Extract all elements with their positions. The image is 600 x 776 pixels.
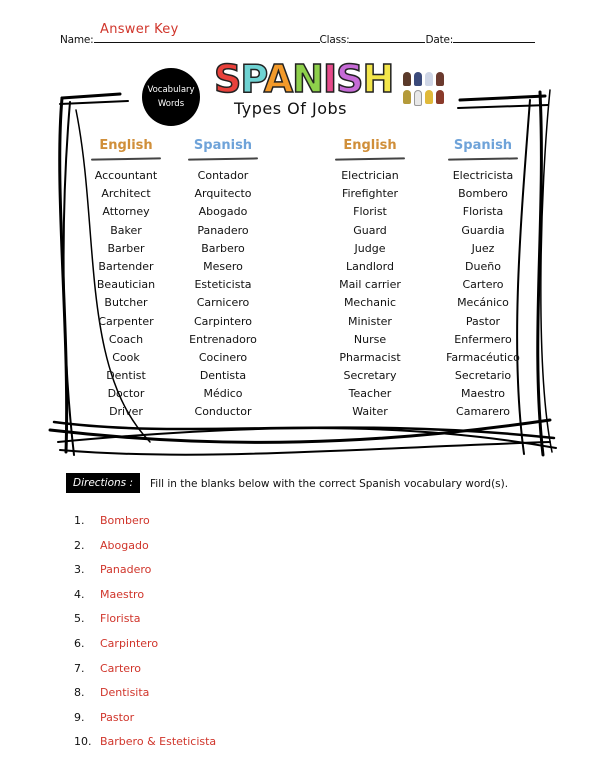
- left-english-column: [84, 138, 168, 422]
- vocab-cell: Judge: [354, 241, 386, 255]
- vocab-cell: Architect: [101, 187, 151, 201]
- vocab-cell: Florista: [462, 205, 504, 219]
- title-letter: A: [263, 57, 293, 101]
- vocab-cell: Cartero: [462, 278, 504, 292]
- vocab-cell: Minister: [348, 314, 392, 328]
- vocab-cell: Guardia: [461, 223, 505, 237]
- answer-item: [74, 588, 216, 613]
- vocab-cell: Arquitecto: [194, 187, 252, 201]
- vocab-cell: Conductor: [194, 405, 252, 419]
- vocab-cell: Beautician: [96, 278, 156, 292]
- vocab-cell: Landlord: [346, 259, 394, 273]
- vocab-cell: Mecánico: [457, 296, 509, 310]
- vocab-cell: Doctor: [107, 387, 145, 401]
- vocab-cell: Bartender: [98, 259, 154, 273]
- vocab-cell: Dentista: [199, 369, 247, 383]
- answer-item: [74, 735, 216, 760]
- vocab-cell: Mail carrier: [339, 278, 401, 292]
- vocab-cell: Carpenter: [98, 314, 154, 328]
- vocab-cell: Accountant: [94, 169, 158, 182]
- badge-line-1: Vocabulary: [147, 85, 195, 95]
- answer-number: 7.: [74, 661, 85, 675]
- vocab-cell: Attorney: [102, 205, 150, 219]
- vocab-cell: Panadero: [197, 223, 249, 237]
- answer-value: Abogado: [100, 538, 149, 552]
- job-people-icon: [403, 72, 443, 106]
- answer-item: [74, 563, 216, 588]
- title-letter: S: [214, 57, 241, 101]
- answer-number: 5.: [74, 612, 85, 626]
- vocab-cell: Secretary: [343, 369, 397, 383]
- vocab-cell: Enfermero: [454, 332, 512, 346]
- vocab-cell: Nurse: [353, 332, 387, 346]
- vocab-cell: Driver: [109, 405, 143, 419]
- vocab-cell: Guard: [353, 223, 387, 237]
- answer-item: [74, 662, 216, 687]
- answer-number: 6.: [74, 636, 85, 650]
- vocab-cell: Secretario: [454, 369, 512, 383]
- answer-item: [74, 612, 216, 637]
- date-label: Date:: [425, 34, 454, 46]
- spanish-heading: Spanish: [193, 138, 253, 153]
- vocab-cell: Maestro: [460, 387, 506, 401]
- vocab-cell: Florist: [353, 205, 387, 219]
- answer-value: Pastor: [100, 710, 135, 724]
- english-heading: English: [99, 138, 153, 153]
- vocab-cell: Pastor: [465, 314, 501, 328]
- right-english-column: [326, 138, 414, 422]
- vocab-cell: Mechanic: [343, 296, 397, 310]
- heading-underline: [448, 157, 518, 160]
- title-letter: S: [336, 57, 363, 101]
- answer-number: 1.: [74, 514, 85, 527]
- left-spanish-column: [178, 138, 268, 422]
- answer-value: Bombero: [100, 514, 150, 527]
- answer-key-label: Answer Key: [100, 22, 179, 37]
- title-letter: N: [292, 57, 323, 101]
- vocab-cell: Dentist: [106, 369, 146, 383]
- vocabulary-words-badge: [142, 68, 200, 126]
- vocab-cell: Teacher: [348, 387, 392, 401]
- vocab-cell: Waiter: [352, 405, 388, 419]
- directions-text: Fill in the blanks below with the correct Spanish vocabulary word(s).: [150, 478, 509, 490]
- vocab-cell: Cocinero: [198, 350, 248, 364]
- answer-value: Dentisita: [100, 686, 150, 700]
- answer-value: Florista: [100, 612, 141, 626]
- class-field[interactable]: [349, 34, 425, 43]
- right-spanish-column: [436, 138, 530, 422]
- spanish-heading: Spanish: [453, 138, 513, 153]
- vocab-cell: Esteticista: [194, 278, 252, 292]
- vocab-cell: Juez: [471, 241, 495, 255]
- answer-item: [74, 686, 216, 711]
- vocab-cell: Abogado: [198, 205, 248, 219]
- vocab-cell: Electrician: [341, 169, 399, 182]
- student-info-line: [60, 34, 535, 46]
- directions-label: Directions :: [66, 473, 140, 493]
- class-label: Class:: [319, 34, 350, 46]
- subtitle: Types Of Jobs: [234, 99, 347, 118]
- answer-number: 10.: [74, 735, 92, 749]
- name-field[interactable]: [94, 34, 320, 43]
- english-heading: English: [343, 138, 397, 153]
- vocab-cell: Bombero: [458, 187, 508, 201]
- title-letter: P: [240, 57, 264, 101]
- answer-value: Carpintero: [100, 636, 159, 650]
- answer-number: 4.: [74, 587, 85, 601]
- answer-item: [74, 514, 216, 539]
- heading-underline: [335, 157, 405, 160]
- answer-item: [74, 539, 216, 564]
- name-label: Name:: [60, 34, 94, 46]
- answer-number: 2.: [74, 538, 85, 552]
- vocab-cell: Médico: [203, 387, 243, 401]
- answer-value: Panadero: [100, 563, 152, 577]
- title-spanish: [214, 58, 393, 100]
- answer-value: Cartero: [100, 661, 142, 675]
- vocab-cell: Carpintero: [193, 314, 253, 328]
- answer-list: [74, 514, 216, 760]
- answer-number: 3.: [74, 563, 85, 577]
- vocab-cell: Pharmacist: [339, 350, 401, 364]
- heading-underline: [188, 157, 258, 160]
- vocab-cell: Coach: [108, 332, 144, 346]
- heading-underline: [91, 157, 161, 160]
- answer-item: [74, 637, 216, 662]
- vocab-cell: Cook: [112, 350, 140, 364]
- vocab-cell: Farmacéutico: [446, 350, 520, 364]
- answer-number: 8.: [74, 686, 85, 700]
- vocab-cell: Camarero: [456, 405, 510, 419]
- vocab-cell: Barber: [107, 241, 145, 255]
- answer-item: [74, 711, 216, 736]
- answer-value: Barbero & Esteticista: [100, 735, 217, 749]
- vocab-cell: Baker: [110, 223, 142, 237]
- answer-number: 9.: [74, 710, 85, 724]
- vocab-cell: Barbero: [201, 241, 245, 255]
- vocab-cell: Butcher: [104, 296, 148, 310]
- date-field[interactable]: [453, 34, 535, 43]
- answer-value: Maestro: [100, 587, 145, 601]
- title-letter: H: [362, 57, 394, 101]
- title-letter: I: [322, 57, 337, 101]
- vocab-cell: Contador: [197, 169, 249, 182]
- vocab-cell: Firefighter: [341, 187, 399, 201]
- vocab-cell: Electricista: [452, 169, 514, 182]
- vocab-cell: Mesero: [203, 259, 243, 273]
- badge-line-2: Words: [157, 99, 185, 109]
- vocab-cell: Dueño: [465, 259, 501, 273]
- vocab-cell: Carnicero: [196, 296, 250, 310]
- vocab-cell: Entrenadoro: [189, 332, 257, 346]
